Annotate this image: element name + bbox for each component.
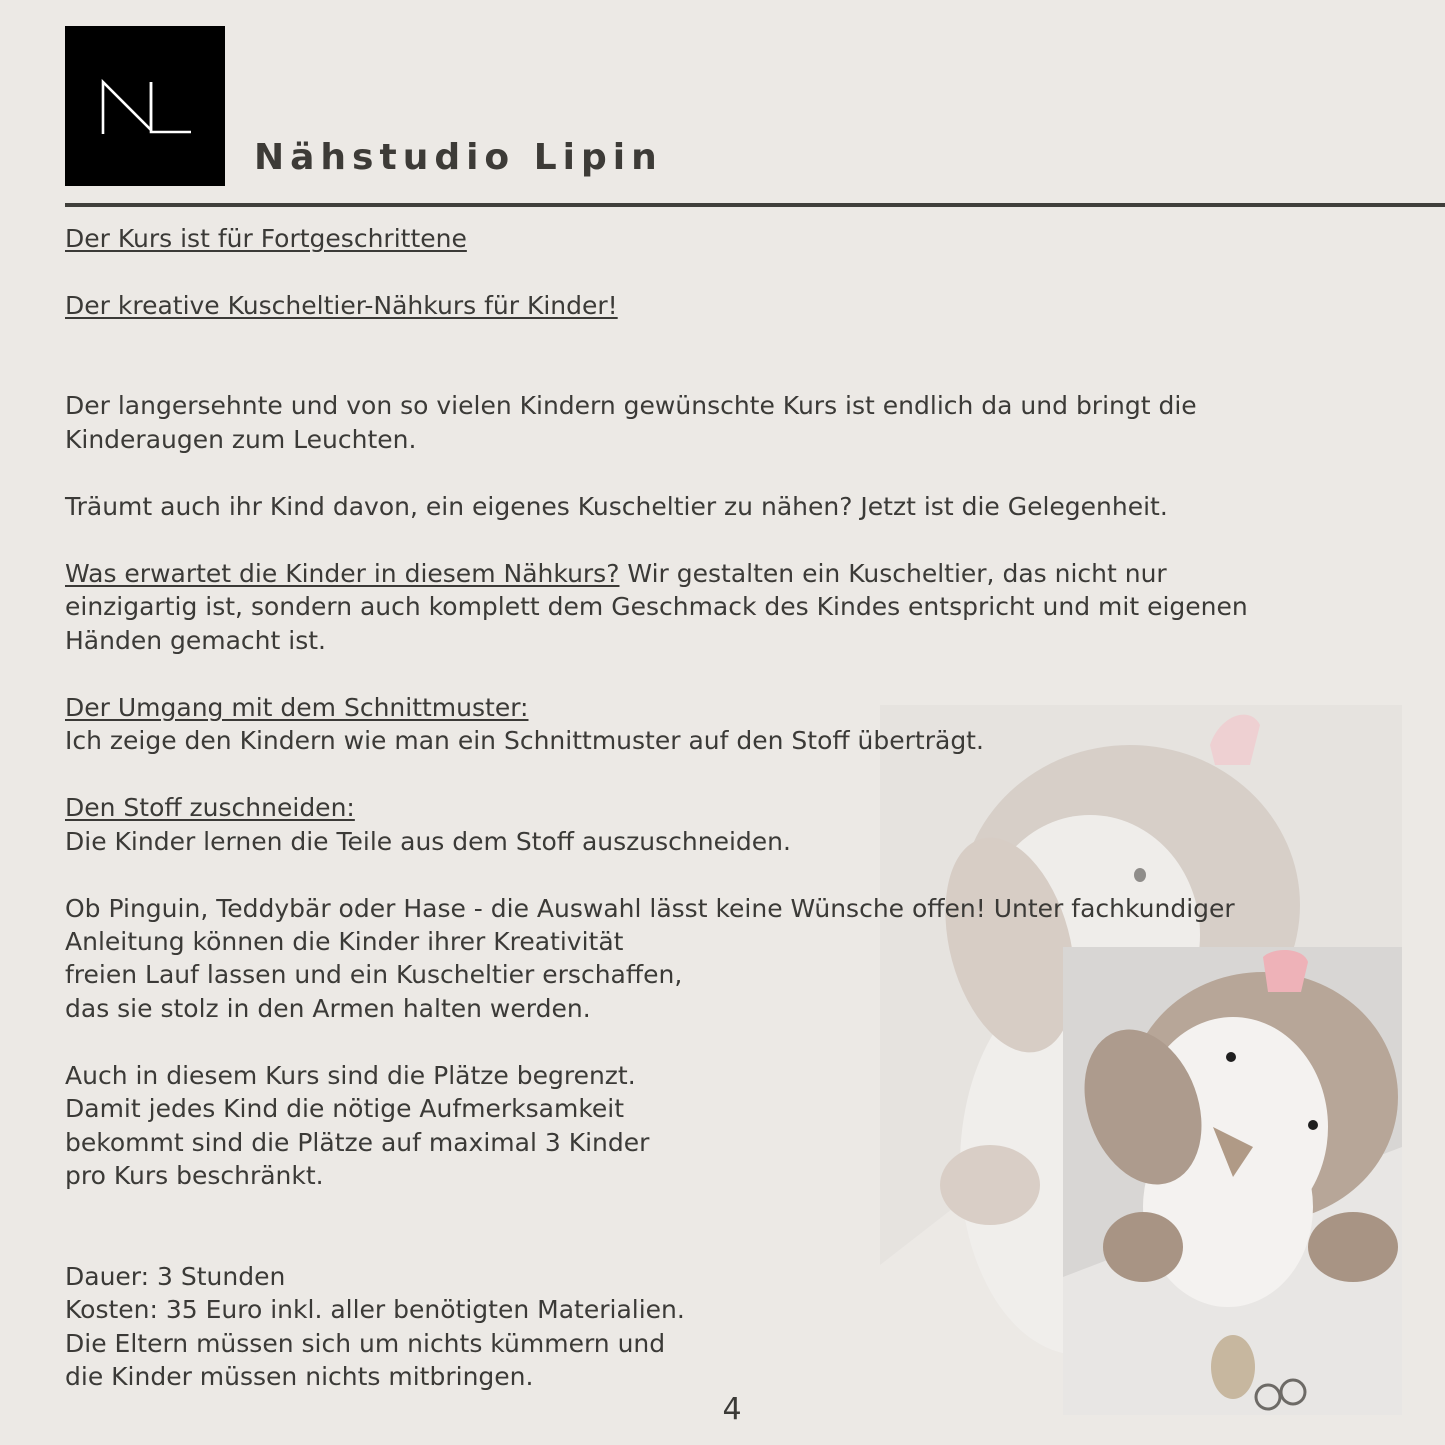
intro-line-1: Der langersehnte und von so vielen Kindern gewünschte Kurs ist endlich da und bringt die [65,391,1197,420]
expect-text: Wir gestalten ein Kuscheltier, das nicht nur [619,559,1167,588]
pattern-heading: Der Umgang mit dem Schnittmuster: [65,693,529,722]
limit-line-4: pro Kurs beschränkt. [65,1161,324,1190]
duration: Dauer: 3 Stunden [65,1262,286,1291]
choice-line-2: Anleitung können die Kinder ihrer Kreativität [65,927,624,956]
expect-line-3: Händen gemacht ist. [65,626,326,655]
page-number: 4 [722,1392,742,1427]
dream-line: Träumt auch ihr Kind davon, ein eigenes Kuscheltier zu nähen? Jetzt ist die Gelegenheit. [65,492,1168,521]
course-title: Der kreative Kuscheltier-Nähkurs für Kinder! [65,291,618,320]
expect-line-1 [65,557,1167,591]
course-level: Der Kurs ist für Fortgeschrittene [65,224,467,253]
expect-line-2: einzigartig ist, sondern auch komplett dem Geschmack des Kindes entspricht und mit eigenen [65,592,1248,621]
brand-name: Nähstudio Lipin [254,137,663,178]
pattern-text: Ich zeige den Kindern wie man ein Schnittmuster auf den Stoff überträgt. [65,726,984,755]
expect-heading: Was erwartet die Kinder in diesem Nähkurs? [65,559,620,588]
limit-line-1: Auch in diesem Kurs sind die Plätze begrenzt. [65,1061,636,1090]
cut-text: Die Kinder lernen die Teile aus dem Stoff auszuschneiden. [65,827,791,856]
parents-line-1: Die Eltern müssen sich um nichts kümmern und [65,1329,666,1358]
choice-line-3: freien Lauf lassen und ein Kuscheltier erschaffen, [65,960,683,989]
choice-line-4: das sie stolz in den Armen halten werden. [65,994,591,1023]
choice-line-1: Ob Pinguin, Teddybär oder Hase - die Auswahl lässt keine Wünsche offen! Unter fachkundiger [65,894,1235,923]
limit-line-2: Damit jedes Kind die nötige Aufmerksamkeit [65,1094,625,1123]
intro-line-2: Kinderaugen zum Leuchten. [65,425,417,454]
parents-line-2: die Kinder müssen nichts mitbringen. [65,1362,534,1391]
limit-line-3: bekommt sind die Plätze auf maximal 3 Kinder [65,1128,650,1157]
cost: Kosten: 35 Euro inkl. aller benötigten Materialien. [65,1295,685,1324]
cut-heading: Den Stoff zuschneiden: [65,793,355,822]
